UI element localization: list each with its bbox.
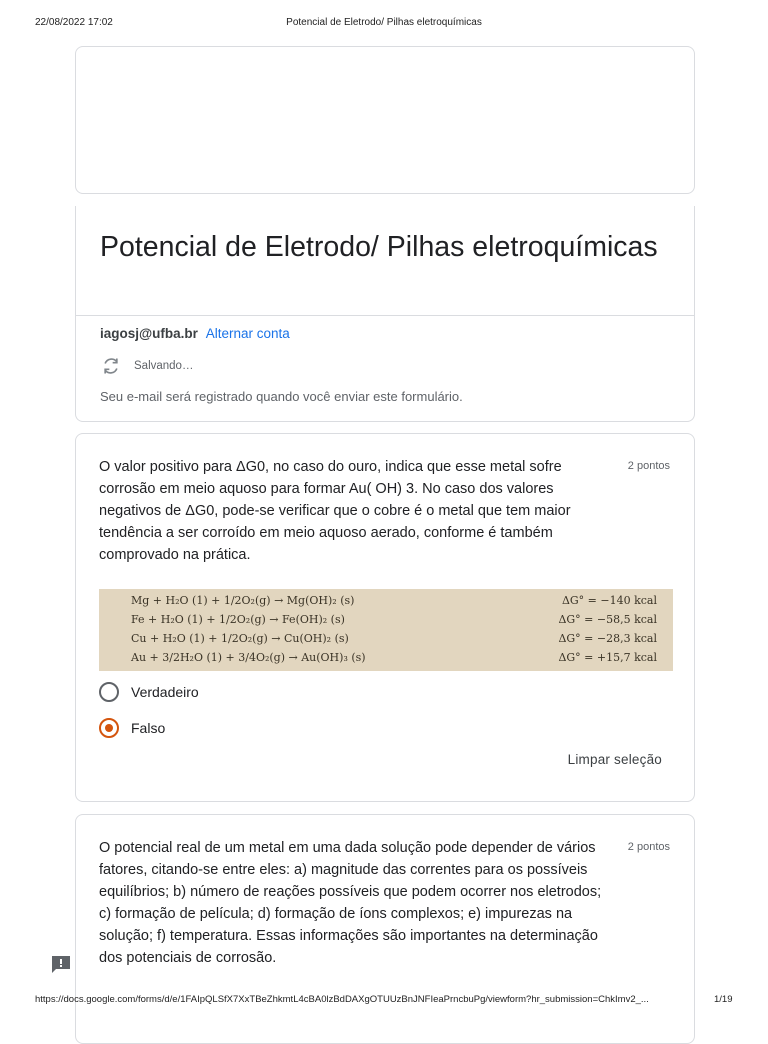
option-label: Verdadeiro xyxy=(131,684,199,700)
reaction-delta-g: ΔG° = −28,3 kcal xyxy=(558,632,657,645)
print-url: https://docs.google.com/forms/d/e/1FAIpQLSfX7XxTBeZhkmtL4cBA0lzBdDAXgOTUUzBnJNFIeaPrncbuPg/viewform?hr_submission=ChkImv2_... xyxy=(35,994,649,1005)
radio-unchecked[interactable] xyxy=(99,682,119,702)
reaction-delta-g: ΔG° = −140 kcal xyxy=(561,594,657,607)
feedback-icon[interactable] xyxy=(50,954,72,974)
reaction-delta-g: ΔG° = −58,5 kcal xyxy=(558,613,657,626)
question-card-1 xyxy=(75,433,695,802)
reaction-equation: Au + 3/2H₂O (1) + 3/4O₂(g) → Au(OH)₃ (s) xyxy=(131,651,366,664)
reactions-image xyxy=(99,589,673,671)
question-text: O potencial real de um metal em uma dada solução pode depender de vários fatores, citando-se entre eles: a) magnitude das correntes para os possíveis equilíbrios; b) número de reações possíveis que podem ocorrer nos eletrodos; c) formação de película; d) formação de íons complexos; e) impurezas na solução; f) temperatura. Essas informações são importantes na determinação dos potenciais de corrosão. xyxy=(99,840,602,966)
form-header-card xyxy=(75,206,695,422)
question-text: O valor positivo para ΔG0, no caso do ouro, indica que esse metal sofre corrosão em meio aquoso para formar Au( OH) 3. No caso dos valores negativos de ΔG0, pode-se verificar que o cobre é o metal que tem maior tendência a ser corroído em meio aquoso aerado, conforme é também comprovado na prática. xyxy=(99,459,571,563)
print-datetime: 22/08/2022 17:02 xyxy=(35,17,113,28)
saving-text: Salvando… xyxy=(134,360,194,372)
reaction-row xyxy=(131,648,657,667)
clear-selection-button[interactable]: Limpar seleção xyxy=(567,752,662,767)
account-email: iagosj@ufba.br xyxy=(100,326,198,341)
radio-checked[interactable] xyxy=(99,718,119,738)
switch-account-link[interactable]: Alternar conta xyxy=(205,326,290,341)
question-points: 2 pontos xyxy=(627,460,670,472)
option-verdadeiro[interactable] xyxy=(99,681,199,703)
option-label: Falso xyxy=(131,720,166,736)
account-row xyxy=(100,326,290,341)
question-card-2 xyxy=(75,814,695,1044)
print-title: Potencial de Eletrodo/ Pilhas eletroquímicas xyxy=(286,17,482,28)
page-number: 1/19 xyxy=(714,994,733,1005)
email-notice: Seu e-mail será registrado quando você enviar este formulário. xyxy=(100,389,463,404)
reaction-equation: Mg + H₂O (1) + 1/2O₂(g) → Mg(OH)₂ (s) xyxy=(131,594,355,607)
form-title: Potencial de Eletrodo/ Pilhas eletroquímicas xyxy=(100,231,658,263)
reaction-row xyxy=(131,629,657,648)
header-divider xyxy=(76,315,694,316)
saving-status xyxy=(100,356,193,376)
reaction-delta-g: ΔG° = +15,7 kcal xyxy=(558,651,657,664)
option-falso[interactable] xyxy=(99,717,165,739)
reaction-row xyxy=(131,610,657,629)
sync-icon xyxy=(100,356,122,376)
question-points: 2 pontos xyxy=(627,841,670,853)
reaction-row xyxy=(131,591,657,610)
reaction-equation: Cu + H₂O (1) + 1/2O₂(g) → Cu(OH)₂ (s) xyxy=(131,632,349,645)
header-banner xyxy=(75,46,695,194)
reaction-equation: Fe + H₂O (1) + 1/2O₂(g) → Fe(OH)₂ (s) xyxy=(131,613,345,626)
